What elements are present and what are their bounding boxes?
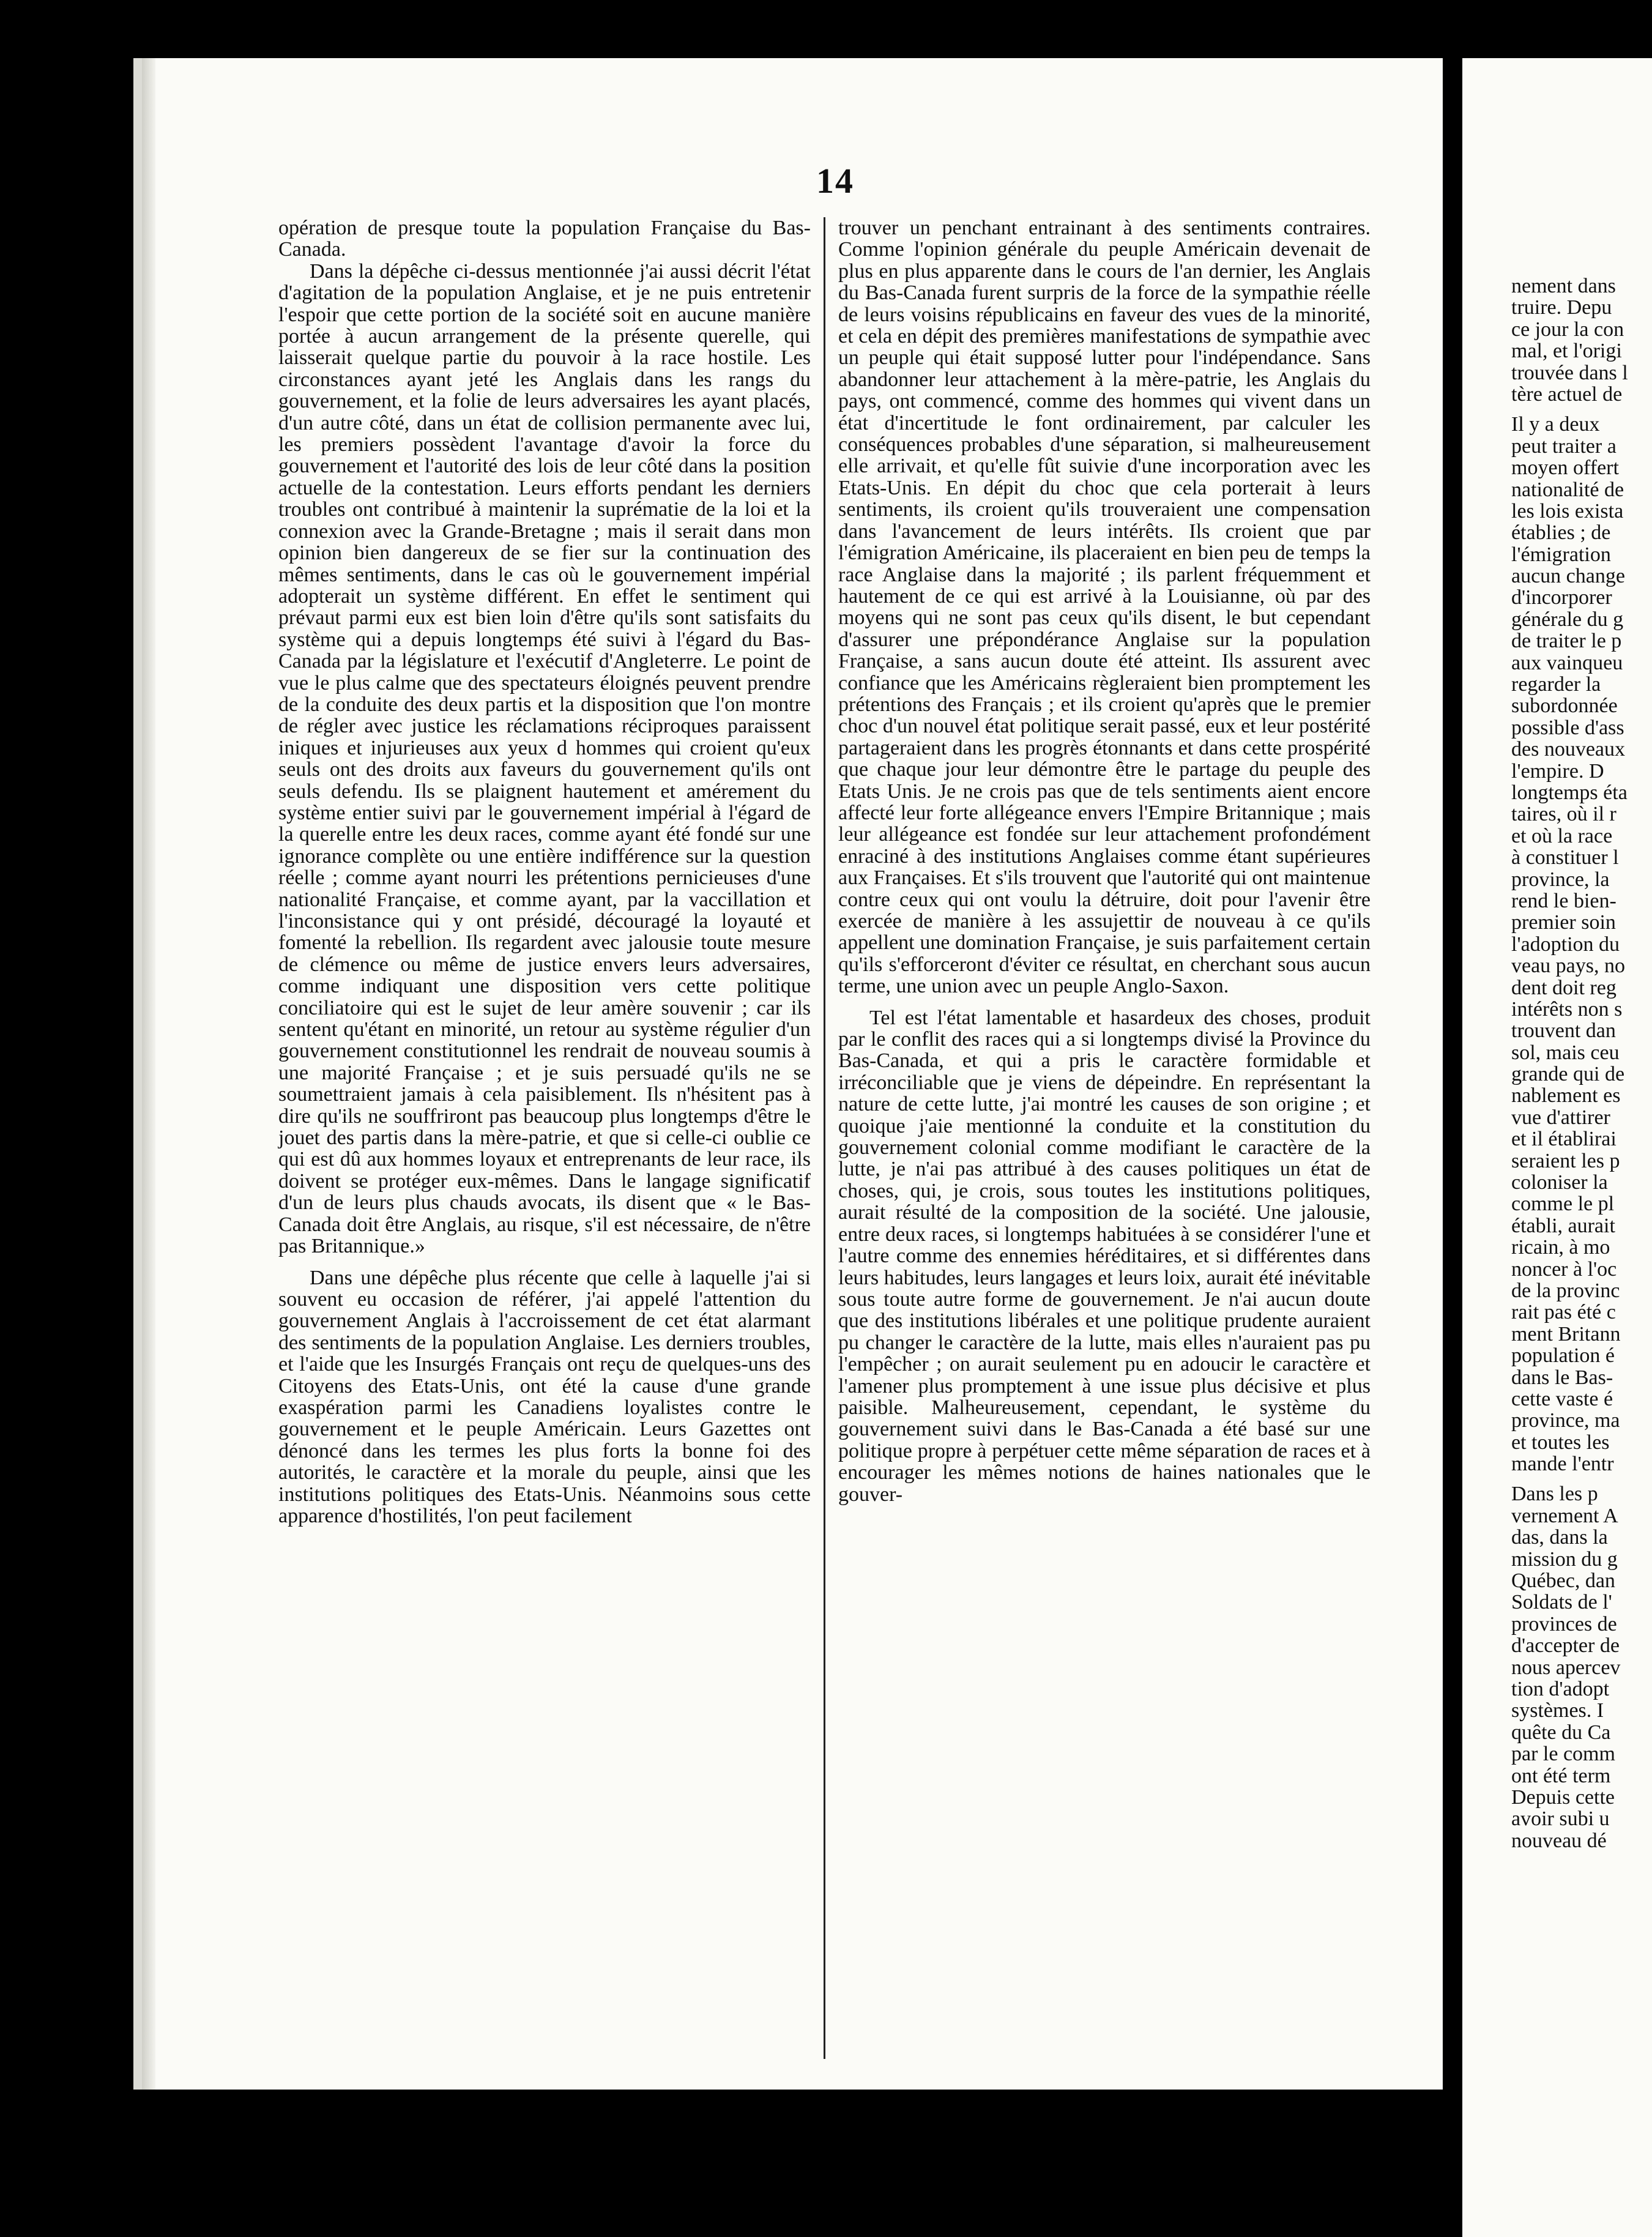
adjacent-page-line: rend le bien- [1511,889,1617,912]
adjacent-page-line: ont été term [1511,1764,1611,1787]
adjacent-page-line: sol, mais ceu [1511,1041,1620,1064]
adjacent-page-line: taires, où il r [1511,803,1617,826]
adjacent-page-line: possible d'ass [1511,716,1624,739]
adjacent-page-line: d'incorporer [1511,586,1612,609]
column-divider [824,217,825,2059]
adjacent-page-line: vernement A [1511,1504,1618,1527]
adjacent-page-line: tère actuel de [1511,382,1623,406]
adjacent-page-line: à constituer l [1511,846,1619,869]
adjacent-page-line: veau pays, no [1511,955,1626,978]
adjacent-page-line: Québec, dan [1511,1569,1615,1593]
adjacent-page-line: les lois exista [1511,499,1624,523]
adjacent-page-text [1511,275,1652,1852]
adjacent-page-line: mande l'entr [1511,1453,1614,1476]
adjacent-page-line: dans le Bas- [1511,1366,1613,1389]
adjacent-page-line: ricain, à mo [1511,1236,1610,1259]
adjacent-page-line: l'empire. D [1511,759,1604,783]
page-binding-edge [142,58,155,2090]
adjacent-page-line: Soldats de l' [1511,1591,1612,1614]
scan-border [0,0,133,2237]
paragraph: opération de presque toute la population Française du Bas-Canada. [278,217,811,261]
adjacent-page-line: de traiter le p [1511,630,1622,653]
adjacent-page-line: ce jour la con [1511,318,1624,341]
adjacent-page [1462,58,1652,2237]
adjacent-page-line: de la provinc [1511,1279,1620,1302]
adjacent-page-line [1511,405,1652,414]
adjacent-page-line: rait pas été c [1511,1301,1616,1324]
adjacent-page-line: seraient les p [1511,1149,1620,1172]
adjacent-page-line [1511,1475,1652,1483]
paragraph: Dans la dépêche ci-dessus mentionnée j'ai aussi décrit l'état d'agitation de la population Anglaise, et je ne puis entretenir l'espoir que cette portion de la société soit en aucune manière portée à aucun arrangement de la présente querelle, qui laisserait quelque partie du pouvoir à la race hostile. Les circonstances ayant jeté les Anglais dans les rangs du gouvernement, et la folie de leurs adversaires les ayant placés, d'un autre côté, dans un état de collision permanente avec lui, les premiers possèdent l'avantage d'avoir la force du gouvernement et l'autorité des lois de leur côté dans la position actuelle de la contestation. Leurs efforts pendant les derniers troubles ont contribué à maintenir la suprématie de la loi et la connexion avec la Grande-Bretagne ; mais il serait dans mon opinion bien dangereux de se fier sur la continuation des mêmes sentiments, dans le cas où le gouvernement impérial adopterait un système différent. En effet le sentiment qui prévaut parmi eux est bien loin d'être qu'ils sont satisfaits du système qui a depuis longtemps été suivi à l'égard du Bas-Canada par la législature et l'exécutif d'Angleterre. Le point de vue le plus calme que des spectateurs éloignés peuvent prendre de la conduite des deux partis et la disposition que l'on montre de régler avec justice les réclamations réciproques paraissent iniques et injurieuses aux yeux d hommes qui croient qu'eux seuls ont des droits aux faveurs du gouvernement qu'ils ont seuls defendu. Ils se plaignent hautement et amérement du système entier suivi par le gouvernement impérial à l'égard de la querelle entre les deux races, comme ayant été fondé sur une ignorance complète ou une entière indifférence sur la question réelle ; comme ayant nourri les prétentions pernicieuses d'une nationalité Française, et comme ayant, par la vaccillation et l'inconsistance qui y ont présidé, découragé la loyauté et fomenté la rebellion. Ils regardent avec jalousie toute mesure de clémence ou même de justice envers leurs adversaires, comme indiquant une disposition vers cette politique conciliatoire qui est le sujet de leur amère souvenir ; car ils sentent qu'étant en minorité, un retour au système régulier d'un gouvernement constitutionnel les rendrait de nouveau soumis à une majorité Française ; et je suis persuadé qu'ils ne se soumettraient jamais à cela paisiblement. Ils n'hésitent pas à dire qu'ils ne souffriront pas beaucoup plus longtemps d'être le jouet des partis dans la mère-patrie, et que si celle-ci oublie ce qui est dû aux hommes loyaux et entreprenants de leur race, ils doivent se protéger eux-mêmes. Dans le langage significatif d'un de leurs plus chauds avocats, ils disent que « le Bas-Canada doit être Anglais, au risque, s'il est nécessaire, de n'être pas Britannique.» [278,259,811,1258]
adjacent-page-line: systèmes. I [1511,1699,1604,1722]
adjacent-page-line: générale du g [1511,608,1624,631]
adjacent-page-line: avoir subi u [1511,1807,1610,1831]
text-column-left [278,217,811,1527]
adjacent-page-line: nationalité de [1511,478,1624,501]
adjacent-page-line: moyen offert [1511,456,1619,480]
adjacent-page-line: l'adoption du [1511,932,1620,956]
adjacent-page-line: des nouveaux [1511,738,1626,761]
adjacent-page-line: l'émigration [1511,543,1611,566]
adjacent-page-line: cette vaste é [1511,1387,1613,1410]
adjacent-page-line: Il y a deux [1511,413,1600,436]
adjacent-page-line: et il établirai [1511,1128,1617,1151]
adjacent-page-line: quête du Ca [1511,1721,1611,1744]
paragraph: Dans une dépêche plus récente que celle à laquelle j'ai si souvent eu occasion de référer, j'ai appelé l'attention du gouvernement Anglais à l'accroissement de cet état alarmant des sentiments de la population Anglaise. Les derniers troubles, et l'aide que les Insurgés Français ont reçu de quelques-uns des Citoyens des Etats-Unis, ont été la cause d'une grande exaspération parmi les Canadiens loyalistes contre le gouvernement et le peuple Américain. Leurs Gazettes ont dénoncé dans les termes les plus forts la bonne foi des autorités, le caractère et la morale du peuple, ainsi que les institutions politiques des Etats-Unis. Néanmoins sous cette apparence d'hostilités, l'on peut facilement [278,1266,811,1527]
adjacent-page-line: province, la [1511,868,1610,891]
adjacent-page-line: trouvée dans l [1511,361,1628,384]
adjacent-page-line: peut traiter a [1511,434,1617,458]
adjacent-page-line: premier soin [1511,911,1616,934]
adjacent-page-line: provinces de [1511,1612,1617,1636]
adjacent-page-line: subordonnée [1511,694,1618,718]
adjacent-page-line: regarder la [1511,673,1601,696]
adjacent-page-line: par le comm [1511,1743,1615,1766]
adjacent-page-line: dent doit reg [1511,976,1617,999]
adjacent-page-line: noncer à l'oc [1511,1257,1617,1281]
adjacent-page-line: et où la race [1511,824,1613,847]
adjacent-page-line: nous apercev [1511,1656,1621,1679]
adjacent-page-line: comme le pl [1511,1193,1615,1216]
adjacent-page-line: intérêts non s [1511,997,1623,1021]
adjacent-page-line: nablement es [1511,1084,1621,1107]
adjacent-page-line: population é [1511,1344,1615,1368]
adjacent-page-line: longtemps éta [1511,781,1628,804]
adjacent-page-line: province, ma [1511,1409,1620,1432]
scan-border-bottom [133,2090,1443,2237]
adjacent-page-line: vue d'attirer [1511,1106,1610,1129]
adjacent-page-line: ment Britann [1511,1322,1621,1346]
scan-gutter [1443,58,1462,2237]
adjacent-page-line: grande qui de [1511,1063,1625,1086]
adjacent-page-line: nement dans [1511,275,1616,297]
adjacent-page-line: et toutes les [1511,1431,1610,1454]
paragraph: Tel est l'état lamentable et hasardeux des choses, produit par le conflit des races qui a si longtemps divisé la Province du Bas-Canada, et qui a pris le caractère formidable et irréconciliable que je viens de dépeindre. En représentant la nature de cette lutte, j'ai montré les causes de son origine ; et quoique j'aie mentionné la conduite et la constitution du gouvernement colonial comme modifiant le caractère de la lutte, je n'ai pas attribué à des causes politiques un état de choses, qui, je crois, sous toutes les institutions politiques, aurait résulté de la composition de la société. Une jalousie, entre deux races, si longtemps habituées à se considérer l'une et l'autre comme des ennemies héréditaires, et si différentes dans leurs habitudes, leurs langages et leurs loix, aurait été inévitable sous toute autre forme de gouvernement. Je n'ai aucun doute que des institutions libérales et une politique prudente auraient pu changer le caractère de la lutte, mais elles n'auraient pas pu l'empêcher ; on aurait seulement pu en adoucir le caractère et l'amener plus promptement à une issue plus décisive et plus paisible. Malheureusement, cependant, le système du gouvernement suivi dans le Bas-Canada a été basé sur une politique propre à perpétuer cette même séparation de races et à encourager les mêmes notions de haines nationales que le gouver- [838,1006,1371,1506]
adjacent-page-line: nouveau dé [1511,1829,1607,1852]
paragraph: trouver un penchant entrainant à des sentiments contraires. Comme l'opinion générale du peuple Américain devenait de plus en plus apparente dans le cours de l'an dernier, les Anglais du Bas-Canada furent surpris de la force de la sympathie réelle de leurs voisins républicains en faveur des vues de la minorité, et cela en dépit des premières manifestations de sympathie avec un peuple qui était supposé lutter pour l'indépendance. Sans abandonner leur attachement à la mère-patrie, les Anglais du pays, ont commencé, comme des hommes qui vivent dans un état d'incertitude le font ordinairement, par calculer les conséquences probables d'une séparation, si malheureusement elle arrivait, et qu'elle fût suivie d'une incorporation avec les Etats-Unis. En dépit du choc que cela porterait à leurs sentiments, ils croient qu'ils trouveraient une compensation dans l'avancement de leurs intérêts. Ils croient que par l'émigration Américaine, ils placeraient en bien peu de temps la race Anglaise dans la majorité ; ils parlent fréquemment et hautement de ce qui est arrivé à la Louisianne, où par des moyens qui ne sont pas ceux qu'ils disent, le but cependant d'assurer une prépondérance Anglaise sur la population Française, a sans aucun doute été atteint. Ils assurent avec confiance que les Américains règleraient bien promptement les prétentions des Français ; et ils croient qu'après que le premier choc d'un nouvel état politique serait passé, eux et leur postérité partageraient dans les progrès étonnants et dans cette prospérité que chaque jour leur démontre être le partage du peuple des Etats Unis. Je ne crois pas que de tels sentiments aient encore affecté leur forte allégeance envers l'Empire Britannique ; mais leur allégeance est fondée sur leur attachement profondément enraciné à des institutions Anglaises comme étant supérieures aux Françaises. Et s'ils trouvent que l'autorité qui ont maintenue contre ceux qui ont voulu la détruire, doit pour l'avenir être exercée de manière à les assujettir de nouveau à ce qu'ils appellent une domination Française, je suis parfaitement certain qu'ils s'efforceront d'éviter ce résultat, en cherchant sous aucun terme, une union avec un peuple Anglo-Saxon. [838,217,1371,998]
adjacent-page-line: trouvent dan [1511,1019,1616,1043]
adjacent-page-line: Depuis cette [1511,1785,1615,1809]
adjacent-page-line: coloniser la [1511,1171,1608,1194]
adjacent-page-line: mal, et l'origi [1511,340,1622,363]
page-number: 14 [816,161,854,201]
adjacent-page-line: aucun change [1511,565,1625,588]
adjacent-page-line: tion d'adopt [1511,1678,1610,1700]
adjacent-page-line: établies ; de [1511,521,1611,545]
text-column-right [838,217,1371,1505]
adjacent-page-line: établi, aurait [1511,1214,1615,1237]
adjacent-page-line: d'accepter de [1511,1634,1620,1658]
adjacent-page-line: das, dans la [1511,1526,1608,1549]
adjacent-page-line: truire. Depu [1511,296,1612,319]
adjacent-page-line: mission du g [1511,1547,1618,1571]
adjacent-page-line: Dans les p [1511,1483,1598,1506]
adjacent-page-line: aux vainqueu [1511,651,1623,674]
